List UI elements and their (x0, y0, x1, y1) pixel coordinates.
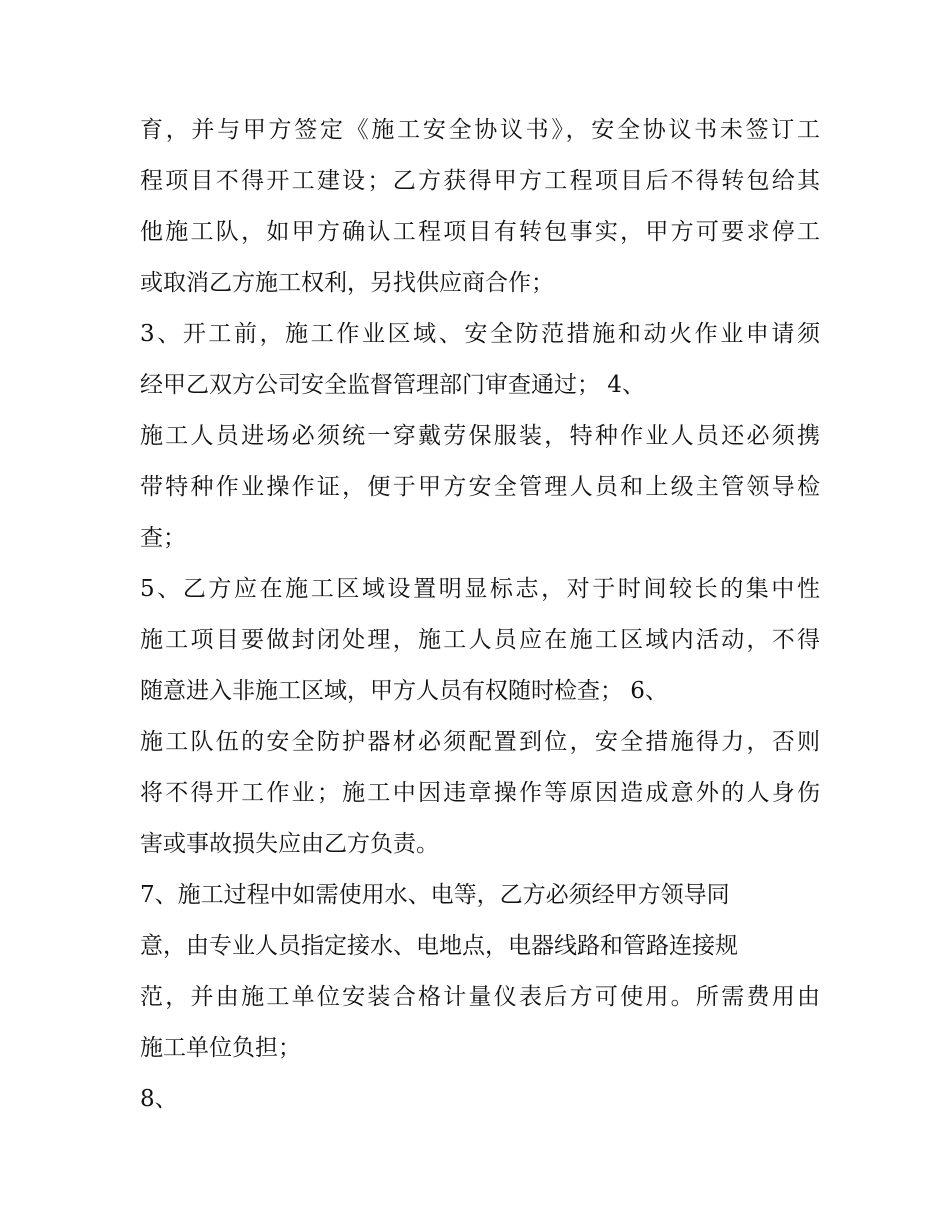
text-line: 他施工队，如甲方确认工程项目有转包事实，甲方可要求停工 (140, 219, 820, 245)
text-line: 程项目不得开工建设；乙方获得甲方工程项目后不得转包给其 (140, 168, 820, 194)
text-line: 带特种作业操作证，便于甲方安全管理人员和上级主管领导检 (140, 474, 820, 500)
text-line: 7、施工过程中如需使用水、电等，乙方必须经甲方领导同 (140, 882, 730, 908)
text-line: 随意进入非施工区域，甲方人员有权随时检查； 6、 (140, 678, 668, 704)
text-line: 施工人员进场必须统一穿戴劳保服装，特种作业人员还必须携 (140, 423, 820, 449)
text-line: 或取消乙方施工权利，另找供应商合作； (140, 270, 554, 296)
text-line: 施工单位负担； (140, 1035, 301, 1061)
text-line: 经甲乙双方公司安全监督管理部门审查通过； 4、 (140, 372, 645, 398)
text-line: 意，由专业人员指定接水、电地点，电器线路和管路连接规 (140, 933, 738, 959)
text-line: 8、 (140, 1086, 178, 1112)
text-line: 施工队伍的安全防护器材必须配置到位，安全措施得力，否则 (140, 729, 820, 755)
document-body (140, 105, 820, 1125)
text-line: 3、开工前，施工作业区域、安全防范措施和动火作业申请须 (140, 321, 820, 347)
text-line: 育，并与甲方签定《施工安全协议书》，安全协议书未签订工 (140, 117, 820, 143)
text-line: 害或事故损失应由乙方负责。 (140, 831, 439, 857)
text-line: 范，并由施工单位安装合格计量仪表后方可使用。所需费用由 (140, 984, 820, 1010)
text-line: 将不得开工作业；施工中因违章操作等原因造成意外的人身伤 (140, 780, 820, 806)
text-line: 5、乙方应在施工区域设置明显标志，对于时间较长的集中性 (140, 576, 820, 602)
text-line: 施工项目要做封闭处理，施工人员应在施工区域内活动，不得 (140, 627, 820, 653)
text-line: 查； (140, 525, 186, 551)
